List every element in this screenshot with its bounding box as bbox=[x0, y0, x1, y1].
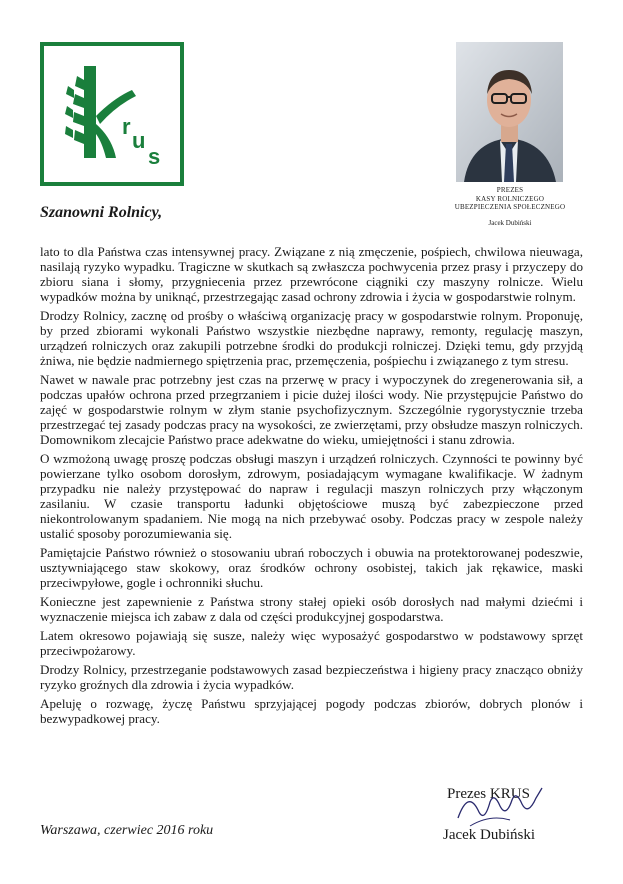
svg-text:s: s bbox=[148, 144, 161, 169]
caption-line-2: KASY ROLNICZEGO bbox=[475, 194, 545, 203]
paragraph: Apeluję o rozwagę, życzę Państwu sprzyjającej pogody podczas zbiorów, dobrych plonów i bezwypadkowej pracy. bbox=[40, 696, 583, 726]
portrait-icon bbox=[456, 42, 563, 182]
handwritten-signature bbox=[450, 780, 550, 830]
signature-name: Jacek Dubiński bbox=[443, 827, 536, 843]
paragraph: lato to dla Państwa czas intensywnej pracy. Związane z nią zmęczenie, pośpiech, chwilowa nieuwaga, nasilają ryzyko wypadku. Tragiczne w skutkach są zwłaszcza pochwycenia przez prasy i przyczepy do zbioru siana i słomy, przygniecenia przez przewrócone ciągniki czy maszyny rolnicze. Wielu wypadków można by uniknąć, przestrzegając zasad ochrony zdrowia i życia w gospodarstwie rolnym. bbox=[40, 244, 583, 304]
letter-body bbox=[40, 244, 583, 730]
krus-logo-graphic bbox=[44, 46, 180, 182]
caption-line-1: PREZES bbox=[496, 186, 524, 194]
paragraph: Latem okresowo pojawiają się susze, należy więc wyposażyć gospodarstwo w podstawowy sprzęt przeciwpożarowy. bbox=[40, 628, 583, 658]
svg-text:u: u bbox=[132, 128, 146, 153]
krus-logo bbox=[40, 42, 184, 186]
svg-text:r: r bbox=[122, 114, 131, 139]
paragraph: Drodzy Rolnicy, przestrzeganie podstawowych zasad bezpieczeństwa i higieny pracy znacząco obniży ryzyko groźnych dla zdrowia i życia wypadków. bbox=[40, 662, 583, 692]
paragraph: O wzmożoną uwagę proszę podczas obsługi maszyn i urządzeń rolniczych. Czynności te powinny być powierzane tylko osobom dorosłym, zdrowym, posiadającym wymagane kwalifikacje. W żadnym przypadku nie należy przystępować do napraw i regulacji maszyn rolniczych przy włączonym zasilaniu. W czasie transportu ładunki objętościowe muszą być zabezpieczone przed niekontrolowanym spadaniem. Nie mogą na nich przebywać osoby. Podczas pracy w zespole należy ustalić sposoby porozumiewania się. bbox=[40, 451, 583, 541]
paragraph: Konieczne jest zapewnienie z Państwa strony stałej opieki osób dorosłych nad małymi dziećmi i wyznaczenie miejsca ich zabaw z dala od części produkcyjnej gospodarstwa. bbox=[40, 594, 583, 624]
paragraph: Drodzy Rolnicy, zacznę od prośby o właściwą organizację pracy w gospodarstwie rolnym. Proponuję, by przed zbiorami wykonali Państwo wszystkie niezbędne naprawy, remonty, regulację maszyn, urządzeń rolniczych oraz zakupili potrzebne środki do produkcji rolniczej. Dzięki temu, gdy przyjdą żniwa, nie będzie nadmiernego spiętrzenia prac, przemęczenia, pośpiechu i związanego z tym stresu. bbox=[40, 308, 583, 368]
greeting: Szanowni Rolnicy, bbox=[40, 204, 163, 221]
caption-name: Jacek Dubiński bbox=[488, 218, 532, 227]
place-and-date: Warszawa, czerwiec 2016 roku bbox=[40, 823, 214, 838]
signature-icon bbox=[450, 780, 550, 830]
caption-line-3: UBEZPIECZENIA SPOŁECZNEGO bbox=[454, 203, 566, 211]
paragraph: Pamiętajcie Państwo również o stosowaniu ubrań roboczych i obuwia na protektorowanej podeszwie, usztywniającego staw skokowy, oraz środków ochrony osobistej, takich jak rękawice, maski przeciwpyłowe, gogle i ochronniki słuchu. bbox=[40, 545, 583, 590]
paragraph: Nawet w nawale prac potrzebny jest czas na przerwę w pracy i wypoczynek do zregenerowania sił, a podczas upałów ochrona przed przegrzaniem i picie dużej ilości wody. Nie przystępujcie Państwo do zajęć w gospodarstwie rolnym w złym stanie psychofizycznym. Szczególnie rygorystycznie trzeba przestrzegać tej zasady podczas pracy na wysokości, ze zwierzętami, przy obsłudze maszyn rolniczych. Domownikom zlecajcie Państwo prace adekwatne do wieku, umiejętności i stanu zdrowia. bbox=[40, 372, 583, 447]
president-portrait-photo bbox=[456, 42, 563, 182]
signature-title: Prezes KRUS bbox=[447, 786, 530, 802]
portrait-caption bbox=[440, 186, 580, 227]
